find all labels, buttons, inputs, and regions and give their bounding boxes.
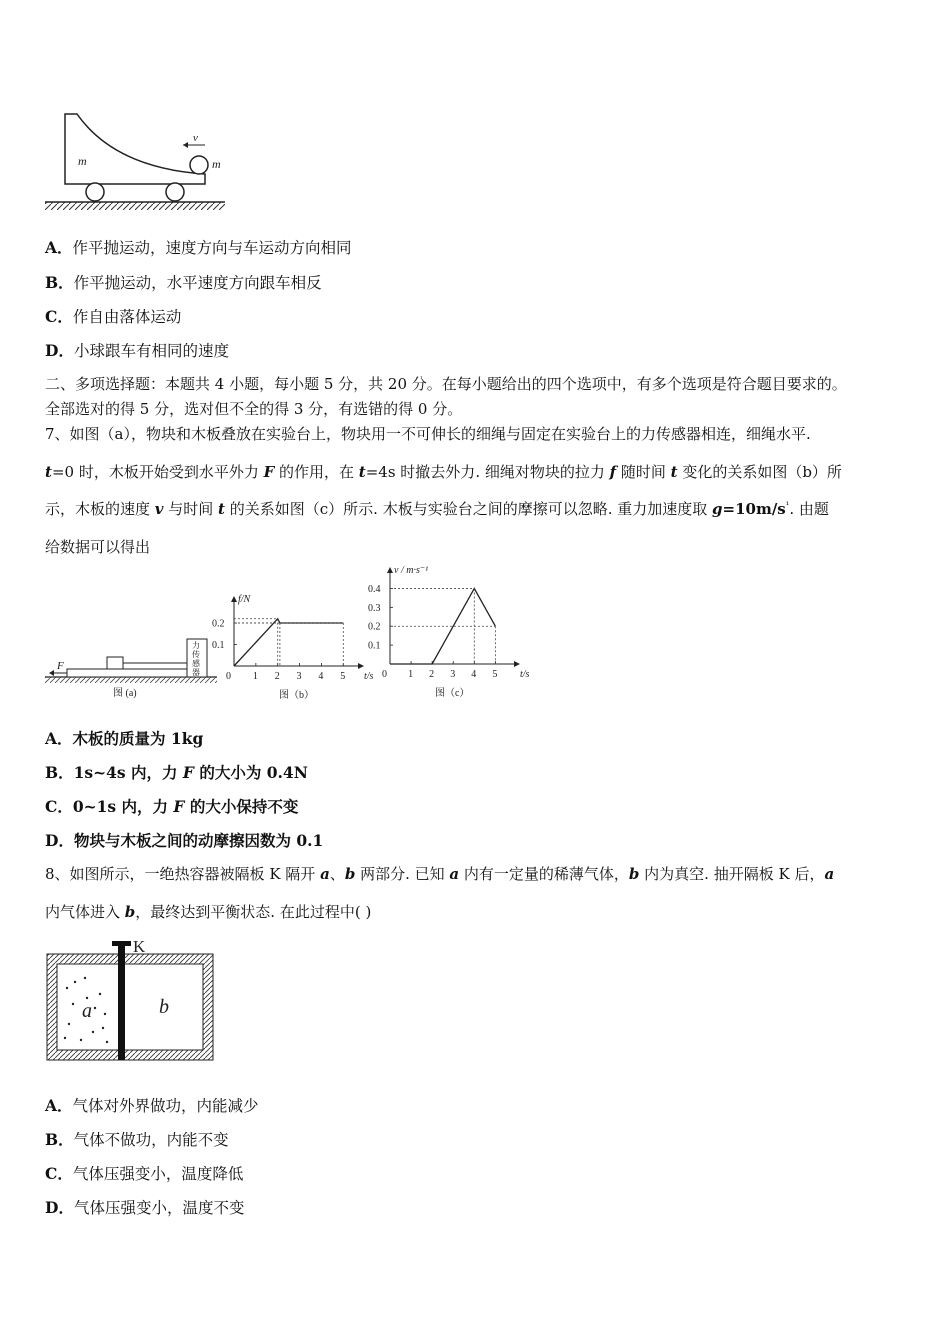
q8-line2: 内气体进入 b，最终达到平衡状态. 在此过程中( ) <box>45 903 372 921</box>
chart-b-x-label: t/s <box>364 671 374 682</box>
sensor-char-2: 传 <box>192 650 200 659</box>
figure-a-caption: 图 (a) <box>113 688 137 699</box>
chart-c <box>368 564 540 699</box>
chart-c-y-tick-label: 0.2 <box>368 621 381 633</box>
chart-c-y-label: v / m·s⁻¹ <box>394 565 429 576</box>
chart-b-x-tick-label: 1 <box>252 671 258 682</box>
chart-b-caption: 图（b） <box>279 690 314 701</box>
container-figure <box>45 938 225 1063</box>
force-F-label: F <box>57 660 64 672</box>
q7-line1: 7、如图（a），物块和木板叠放在实验台上，物块用一不可伸长的细绳与固定在实验台上的力传感器相连，细绳水平. <box>45 425 811 443</box>
q8-option-d: D．气体压强变小，温度不变 <box>45 1198 245 1217</box>
q6-option-a: A．作平抛运动，速度方向与车运动方向相同 <box>45 238 352 257</box>
cart-wheel-left <box>86 183 104 201</box>
chart-c-y-tick-label: 0.4 <box>368 583 381 595</box>
chart-c-x-tick-label: 4 <box>471 669 477 680</box>
q7-line2: t=0 时，木板开始受到水平外力 F 的作用，在 t=4s 时撤去外力. 细绳对物块的拉力 f 随时间 t 变化的关系如图（b）所 <box>45 463 842 481</box>
q8-option-c: C．气体压强变小，温度降低 <box>45 1164 244 1183</box>
board <box>67 669 197 677</box>
chart-b-x-tick-label: 0 <box>226 671 231 682</box>
sensor-char-3: 感 <box>192 659 200 668</box>
sensor-char-4: 器 <box>192 668 200 677</box>
chart-c-x-tick-label: 3 <box>450 669 456 680</box>
chart-c-x-label: t/s <box>520 669 530 680</box>
q6-option-c: C．作自由落体运动 <box>45 307 182 326</box>
q7-option-d: D．物块与木板之间的动摩擦因数为 0.1 <box>45 831 324 850</box>
chart-b-x-tick-label: 5 <box>340 671 346 682</box>
q8-option-a: A．气体对外界做功，内能减少 <box>45 1096 259 1115</box>
q7-line3: 示，木板的速度 v 与时间 t 的关系如图（c）所示. 木板与实验台之间的摩擦可以忽略. 重力加速度取 $g=10m/s^{^1}$. 由题 <box>45 500 829 518</box>
chart-b <box>212 578 377 708</box>
chart-c-y-arrow <box>387 567 393 573</box>
q7-option-c: C．0~1s 内，力 F 的大小保持不变 <box>45 797 299 816</box>
chart-c-caption: 图（c） <box>435 688 470 699</box>
chart-b-y-tick-label: 0.1 <box>212 640 225 652</box>
q8-option-b: B．气体不做功，内能不变 <box>45 1130 229 1149</box>
section2-line1: 二、多项选择题：本题共 4 小题，每小题 5 分，共 20 分。在每小题给出的四个选项中，有多个选项是符合题目要求的。 <box>45 375 847 393</box>
q8-line1: 8、如图所示，一绝热容器被隔板 K 隔开 a、b 两部分. 已知 a 内有一定量的稀薄气体，b 内为真空. 抽开隔板 K 后，a <box>45 865 835 883</box>
partition-K[interactable] <box>118 944 125 1060</box>
block <box>107 657 123 669</box>
q7-line4: 给数据可以得出 <box>45 538 151 556</box>
cart-wheel-right <box>166 183 184 201</box>
chart-c-x-tick-label: 0 <box>382 669 387 680</box>
q6-option-d: D．小球跟车有相同的速度 <box>45 341 229 360</box>
cart-figure <box>45 108 235 213</box>
chart-b-y-label: f/N <box>238 594 251 605</box>
ball <box>190 156 208 174</box>
chart-b-y-arrow <box>231 596 237 602</box>
region-a-label: a <box>82 1000 92 1022</box>
cart-mass-label: m <box>78 154 87 168</box>
q7-option-b: B．1s~4s 内，力 F 的大小为 0.4N <box>45 763 308 782</box>
chart-c-x-tick-label: 1 <box>408 669 414 680</box>
chart-c-x-arrow <box>514 661 520 667</box>
ball-mass-label: m <box>212 157 221 171</box>
chart-c-x-tick-label: 5 <box>492 669 498 680</box>
q7-option-a: A．木板的质量为 1kg <box>45 729 204 748</box>
chart-b-series-line <box>234 619 343 666</box>
q6-option-b: B．作平抛运动，水平速度方向跟车相反 <box>45 273 322 292</box>
figure-a <box>45 628 225 703</box>
section2-line2: 全部选对的得 5 分，选对但不全的得 3 分，有选错的得 0 分。 <box>45 400 463 418</box>
velocity-label: v <box>193 132 198 144</box>
sensor-char-1: 力 <box>192 641 200 650</box>
chart-b-x-tick-label: 3 <box>296 671 302 682</box>
partition-K-label: K <box>133 937 146 956</box>
chart-c-y-tick-label: 0.3 <box>368 602 381 614</box>
chart-c-x-tick-label: 2 <box>429 669 435 680</box>
chart-b-x-tick-label: 2 <box>274 671 280 682</box>
chart-b-x-tick-label: 4 <box>318 671 324 682</box>
chart-b-y-tick-label: 0.2 <box>212 618 225 630</box>
region-b-label: b <box>159 996 169 1018</box>
chart-c-y-tick-label: 0.1 <box>368 640 381 652</box>
chart-b-x-arrow <box>358 663 364 669</box>
